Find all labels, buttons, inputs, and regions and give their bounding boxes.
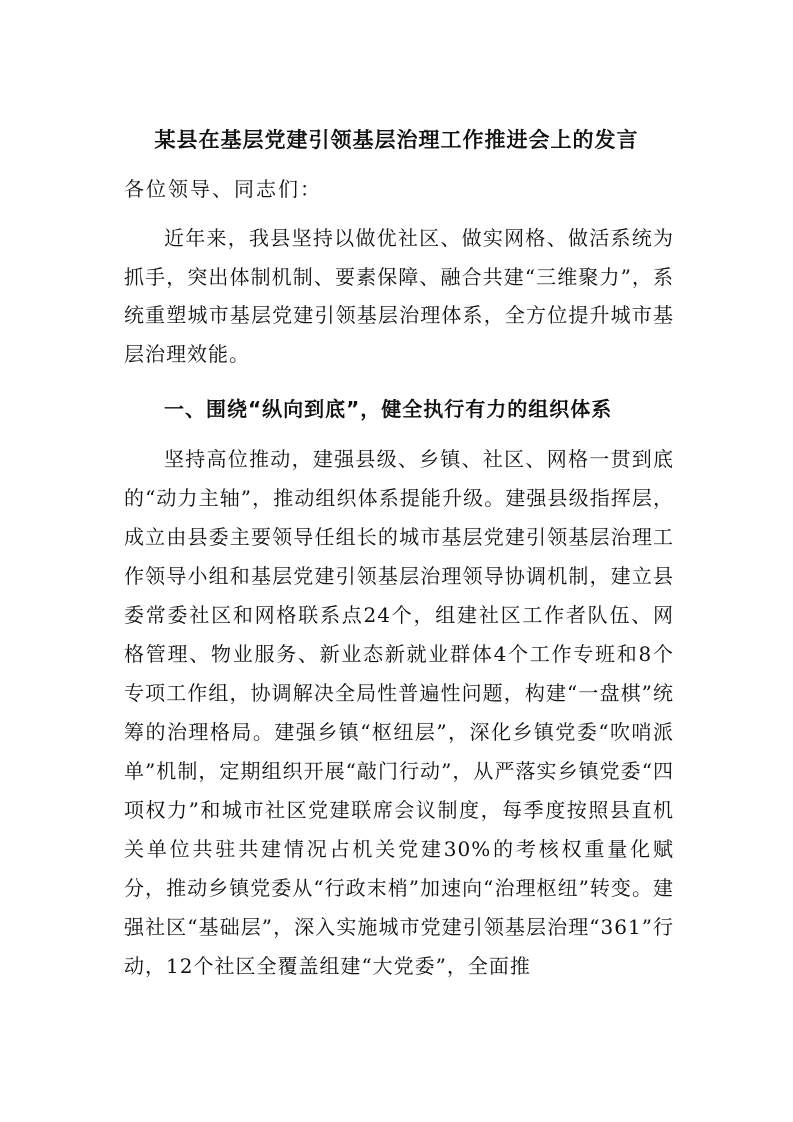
section-heading: 一、围绕“纵向到底”，健全执行有力的组织体系: [164, 397, 613, 421]
section-body-paragraph: 坚持高位推动，建强县级、乡镇、社区、网格一贯到底的“动力主轴”，推动组织体系提能升级。建强县级指挥层，成立由县委主要领导任组长的城市基层党建引领基层治理工作领导小组和基层党建引领基层治理领导协调机制，建立县委常委社区和网格联系点24个，组建社区工作者队伍、网格管理、物业服务、新业态新就业群体4个工作专班和8个专项工作组，协调解决全局性普遍性问题，构建“一盘棋”统筹的治理格局。建强乡镇“枢纽层”，深化乡镇党委“吹哨派单”机制，定期组织开展“敲门行动”，从严落实乡镇党委“四项权力”和城市社区党建联席会议制度，每季度按照县直机关单位共驻共建情况占机关党建30%的考核权重量化赋分，推动乡镇党委从“行政末梢”加速向“治理枢纽”转变。建强社区“基础层”，深入实施城市党建引领基层治理“361”行动，12个社区全覆盖组建“大党委”，全面推: [124, 447, 674, 978]
intro-paragraph: 近年来，我县坚持以做优社区、做实网格、做活系统为抓手，突出体制机制、要素保障、融合共建“三维聚力”，系统重塑城市基层党建引领基层治理体系，全方位提升城市基层治理效能。: [124, 226, 674, 366]
document-title: 某县在基层党建引领基层治理工作推进会上的发言: [154, 127, 639, 152]
salutation: 各位领导、同志们：: [124, 177, 322, 201]
